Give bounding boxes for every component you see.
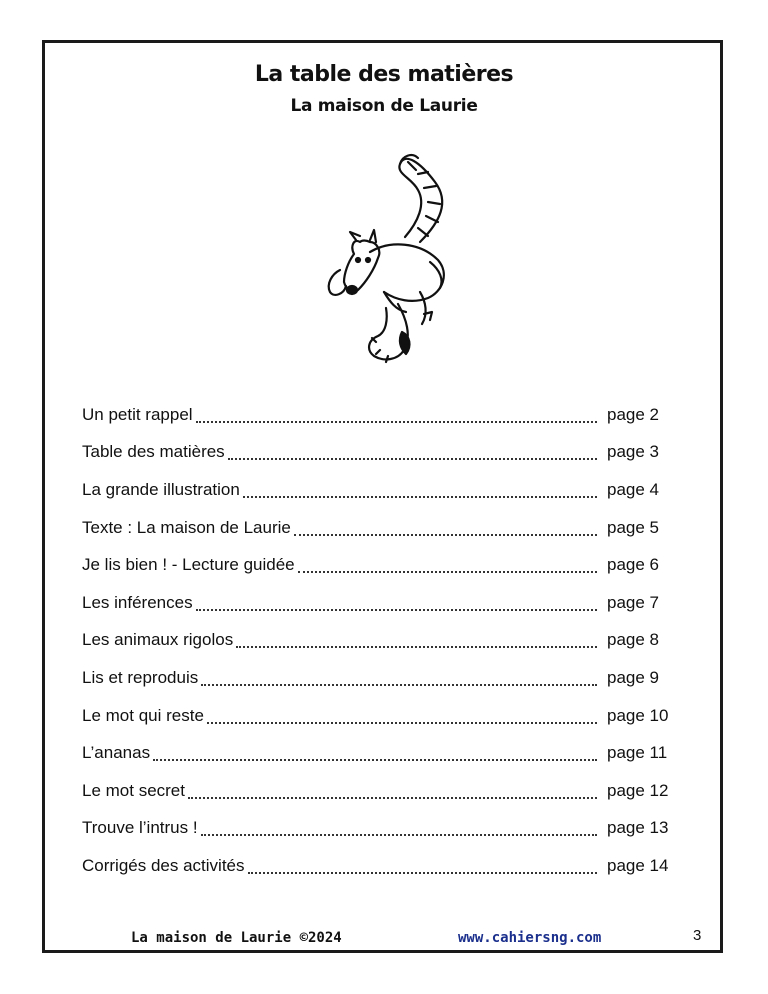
footer-copyright: La maison de Laurie ©2024 — [131, 930, 342, 946]
toc-entry-label: L’ananas — [82, 743, 151, 763]
toc-entry — [82, 434, 682, 472]
toc-entry-label: Je lis bien ! - Lecture guidée — [82, 555, 295, 575]
toc-entry-label: Trouve l’intrus ! — [82, 818, 198, 838]
toc-entry — [82, 622, 682, 660]
toc-leader-dots — [201, 830, 597, 836]
toc-leader-dots — [243, 492, 597, 498]
toc-entry-label: Lis et reproduis — [82, 667, 199, 687]
toc-leader-dots — [188, 793, 597, 799]
toc-leader-dots — [196, 605, 597, 611]
toc-entry-page: page 5 — [607, 517, 659, 537]
toc-leader-dots — [298, 567, 597, 573]
toc-entry-label: Les inférences — [82, 592, 193, 612]
toc-entry-page: page 2 — [607, 404, 659, 424]
toc-entry-label: Les animaux rigolos — [82, 630, 234, 650]
toc-entry — [82, 734, 682, 772]
toc-entry-label: Texte : La maison de Laurie — [82, 517, 291, 537]
page-title: La table des matières — [254, 62, 514, 87]
toc-entry-label: La grande illustration — [82, 479, 240, 499]
toc-entry-label: Le mot secret — [82, 780, 185, 800]
toc-leader-dots — [248, 868, 597, 874]
toc-entry-page: page 8 — [607, 630, 659, 650]
toc-leader-dots — [228, 454, 597, 460]
toc-entry — [82, 546, 682, 584]
toc-entry-page: page 14 — [607, 855, 669, 875]
toc-entry-page: page 3 — [607, 442, 659, 462]
toc-leader-dots — [236, 642, 597, 648]
raccoon-sketch-icon — [300, 142, 480, 370]
toc-leader-dots — [153, 755, 597, 761]
toc-entry-page: page 10 — [607, 705, 669, 725]
toc-entry-label: Un petit rappel — [82, 404, 193, 424]
toc-entry — [82, 584, 682, 622]
footer-website-link[interactable]: www.cahiersng.com — [458, 930, 602, 946]
toc-entry-label: Corrigés des activités — [82, 855, 245, 875]
toc-entry-label: Le mot qui reste — [82, 705, 204, 725]
toc-entry — [82, 659, 682, 697]
toc-entry — [82, 810, 682, 848]
toc-leader-dots — [196, 417, 597, 423]
toc-entry-page: page 11 — [607, 743, 668, 763]
toc-leader-dots — [294, 530, 597, 536]
toc-entry — [82, 772, 682, 810]
toc-entry — [82, 471, 682, 509]
toc-entry-label: Table des matières — [82, 442, 225, 462]
toc-entry-page: page 12 — [607, 780, 669, 800]
toc-entry — [82, 847, 682, 885]
toc-entry — [82, 697, 682, 735]
toc-entry-page: page 7 — [607, 592, 659, 612]
toc-entry — [82, 509, 682, 547]
toc-leader-dots — [201, 680, 597, 686]
page-number: 3 — [693, 927, 702, 944]
toc-leader-dots — [207, 718, 597, 724]
toc-entry — [82, 396, 682, 434]
toc-entry-page: page 6 — [607, 555, 659, 575]
toc-entry-page: page 9 — [607, 667, 659, 687]
page-subtitle: La maison de Laurie — [290, 96, 478, 116]
table-of-contents — [82, 396, 682, 885]
toc-entry-page: page 13 — [607, 818, 669, 838]
toc-entry-page: page 4 — [607, 479, 659, 499]
